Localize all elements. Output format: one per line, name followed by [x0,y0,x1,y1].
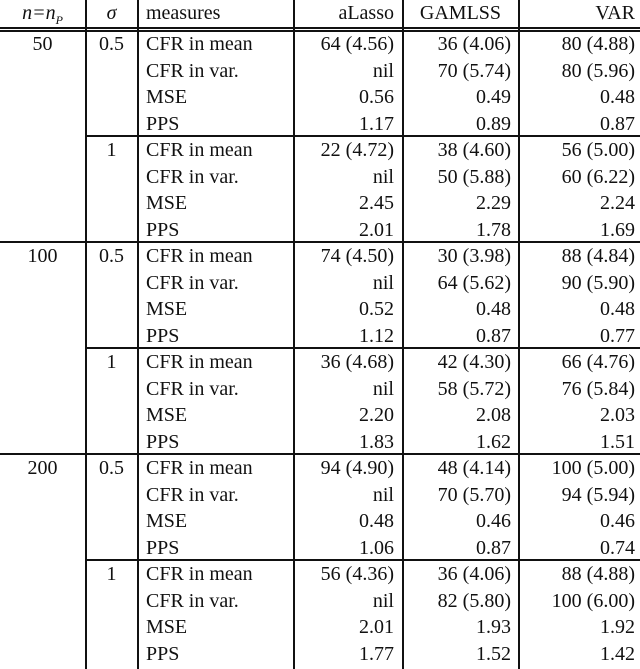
var-value: 94 (5.94) [561,483,635,506]
var-value: 0.74 [600,536,635,559]
var-value: 0.48 [600,298,635,320]
gamlss-value: 38 (4.60) [437,139,511,161]
var-value: 60 (6.22) [561,165,635,188]
var-value: 100 (5.00) [551,457,635,479]
gamlss-value: 0.87 [476,536,511,559]
gamlss-value: 1.62 [476,430,511,453]
alasso-value: nil [372,165,394,188]
header-measures: measures [146,2,221,24]
var-value: 0.77 [600,324,635,347]
var-value: 1.42 [600,642,635,665]
gamlss-value: 2.29 [476,192,511,214]
measure-label: CFR in mean [146,457,253,479]
alasso-value: nil [372,271,394,294]
header-alasso: aLasso [338,2,394,24]
alasso-value: nil [372,589,394,612]
gamlss-value: 1.52 [476,642,511,665]
sigma-value: 1 [106,563,117,585]
var-value: 1.92 [600,616,635,638]
gamlss-value: 36 (4.06) [437,33,511,55]
header-sigma: σ [106,2,117,24]
gamlss-value: 0.89 [476,112,511,135]
column-divider [137,0,139,669]
var-value: 90 (5.90) [561,271,635,294]
sigma-value: 1 [106,139,117,161]
gamlss-value: 1.93 [476,616,511,638]
header-gamlss: GAMLSS [419,2,502,24]
gamlss-value: 50 (5.88) [437,165,511,188]
measure-label: MSE [146,192,188,214]
measure-label: MSE [146,298,188,320]
gamlss-value: 0.87 [476,324,511,347]
measure-label: PPS [146,430,180,453]
var-value: 0.87 [600,112,635,135]
alasso-value: nil [372,59,394,82]
measure-label: MSE [146,510,188,532]
measure-label: CFR in var. [146,165,239,188]
measure-label: CFR in mean [146,351,253,373]
var-value: 100 (6.00) [551,589,635,612]
measure-label: PPS [146,112,180,135]
gamlss-value: 64 (5.62) [437,271,511,294]
gamlss-value: 30 (3.98) [437,245,511,267]
measure-label: MSE [146,404,188,426]
alasso-value: 1.77 [359,642,394,665]
var-value: 66 (4.76) [561,351,635,373]
n-value: 200 [27,457,58,479]
gamlss-value: 70 (5.70) [437,483,511,506]
n-value: 50 [32,33,53,55]
alasso-value: 1.12 [359,324,394,347]
gamlss-value: 36 (4.06) [437,563,511,585]
alasso-value: 2.20 [359,404,394,426]
var-value: 0.46 [600,510,635,532]
sigma-value: 0.5 [99,245,124,267]
var-value: 88 (4.88) [561,563,635,585]
gamlss-value: 58 (5.72) [437,377,511,400]
header-n: $n=n_P$ [22,2,63,27]
alasso-value: nil [372,483,394,506]
alasso-value: 0.52 [359,298,394,320]
alasso-value: 0.56 [359,86,394,108]
measure-label: CFR in var. [146,377,239,400]
n-value: 100 [27,245,58,267]
sigma-value: 1 [106,351,117,373]
measure-label: CFR in var. [146,59,239,82]
measure-label: PPS [146,218,180,241]
var-value: 80 (5.96) [561,59,635,82]
alasso-value: 2.45 [359,192,394,214]
gamlss-value: 82 (5.80) [437,589,511,612]
gamlss-value: 2.08 [476,404,511,426]
measure-label: CFR in var. [146,483,239,506]
alasso-value: 22 (4.72) [320,139,394,161]
measure-label: CFR in mean [146,139,253,161]
measure-label: MSE [146,616,188,638]
var-value: 76 (5.84) [561,377,635,400]
sigma-value: 0.5 [99,33,124,55]
alasso-value: 1.17 [359,112,394,135]
var-value: 1.51 [600,430,635,453]
alasso-value: 2.01 [359,616,394,638]
alasso-value: 74 (4.50) [320,245,394,267]
alasso-value: 1.83 [359,430,394,453]
sigma-value: 0.5 [99,457,124,479]
alasso-value: 94 (4.90) [320,457,394,479]
measure-label: PPS [146,536,180,559]
measure-label: CFR in var. [146,271,239,294]
alasso-value: nil [372,377,394,400]
gamlss-value: 0.49 [476,86,511,108]
var-value: 0.48 [600,86,635,108]
gamlss-value: 70 (5.74) [437,59,511,82]
measure-label: MSE [146,86,188,108]
gamlss-value: 0.46 [476,510,511,532]
var-value: 1.69 [600,218,635,241]
alasso-value: 0.48 [359,510,394,532]
gamlss-value: 0.48 [476,298,511,320]
alasso-value: 36 (4.68) [320,351,394,373]
measure-label: CFR in mean [146,33,253,55]
alasso-value: 2.01 [359,218,394,241]
var-value: 56 (5.00) [561,139,635,161]
alasso-value: 1.06 [359,536,394,559]
header-var: VAR [595,2,635,24]
alasso-value: 64 (4.56) [320,33,394,55]
measure-label: CFR in mean [146,245,253,267]
measure-label: PPS [146,324,180,347]
alasso-value: 56 (4.36) [320,563,394,585]
measure-label: CFR in var. [146,589,239,612]
measure-label: CFR in mean [146,563,253,585]
var-value: 2.03 [600,404,635,426]
measure-label: PPS [146,642,180,665]
header-rule [0,27,640,29]
gamlss-value: 48 (4.14) [437,457,511,479]
gamlss-value: 42 (4.30) [437,351,511,373]
gamlss-value: 1.78 [476,218,511,241]
var-value: 80 (4.88) [561,33,635,55]
var-value: 2.24 [600,192,635,214]
var-value: 88 (4.84) [561,245,635,267]
